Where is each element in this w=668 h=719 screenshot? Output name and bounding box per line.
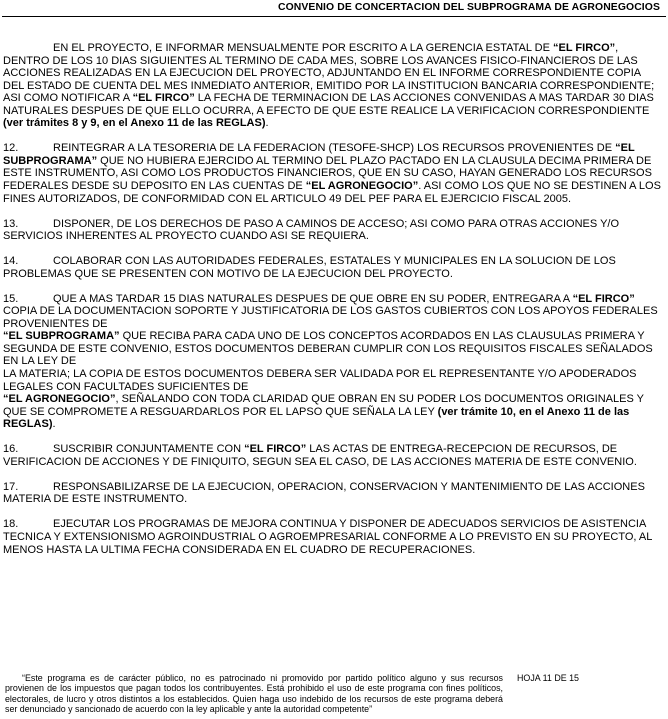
body-text: LA FECHA DE TERMINACION DE LAS ACCIONES CONVENIDAS A MAS TARDAR 30 DIAS NATURALES DESPUES DE QUE ELLO OCURRA, A EFECTO DE QUE ESTE REALICE LA VERIFICACION CORRESPONDIENTE	[3, 92, 654, 117]
body-text: . ASI COMO LOS QUE NO SE DESTINEN A LOS FINES AUTORIZADOS, DE CONFORMIDAD CON EL ARTICULO 49 DEL PEF PARA EL EJERCICIO FISCAL 2005.	[3, 179, 661, 205]
body-text: QUE RECIBA PARA CADA UNO DE LOS CONCEPTOS ACORDADOS EN LAS CLAUSULAS PRIMERA Y SEGUNDA DE ESTE CONVENIO, ESTOS DOCUMENTOS DEBERAN CUMPLIR CON LOS REQUISITOS FISCALES SEÑALADOS EN LA LEY DE	[3, 330, 653, 368]
emphasis-text: “EL SUBPROGRAMA”	[3, 330, 120, 343]
body-text: LAS ACTAS DE ENTREGA-RECEPCION DE RECURSOS, DE VERIFICACION DE ACCIONES Y DE FINIQUITO, SEGUN SEA EL CASO, DE LAS ACCIONES MATERIA DE ESTE CONVENIO.	[3, 443, 637, 468]
body-text: LA MATERIA; LA COPIA DE ESTOS DOCUMENTOS DEBERA SER VALIDADA POR EL REPRESENTANTE Y/O APODERADOS LEGALES CON FACULTADES SUFICIENTES DE	[3, 368, 637, 393]
body-text: COLABORAR CON LAS AUTORIDADES FEDERALES, ESTATALES Y MUNICIPALES EN LA SOLUCION DE LOS PROBLEMAS QUE SE PRESENTEN CON MOTIVO DE LA EJECUCION DEL PROYECTO.	[3, 255, 616, 280]
emphasis-text: (ver trámites 8 y 9, en el Anexo 11 de las REGLAS)	[3, 117, 266, 130]
page-number: HOJA 11 DE 15	[517, 673, 579, 683]
obligation-item	[3, 443, 661, 468]
document-header-title: CONVENIO DE CONCERTACION DEL SUBPROGRAMA DE AGRONEGOCIOS	[278, 2, 660, 13]
header-rule	[2, 16, 666, 17]
obligation-item	[3, 218, 661, 243]
body-text: DISPONER, DE LOS DERECHOS DE PASO A CAMINOS DE ACCESO; ASI COMO PARA OTRAS ACCIONES Y/O SERVICIOS INHERENTES AL PROYECTO CUANDO ASI SE REQUIERA.	[3, 217, 620, 243]
body-text: .	[265, 117, 269, 130]
item-number: 17.	[3, 480, 19, 493]
emphasis-text: “EL FIRCO”	[553, 42, 616, 54]
body-text: , SEÑALANDO CON TODA CLARIDAD QUE OBRAN EN SU PODER LOS DOCUMENTOS ORIGINALES Y QUE SE COMPROMETE A RESGUARDARLOS POR EL LAPSO QUE SEÑALA LA LEY	[3, 393, 644, 418]
emphasis-text: (ver trámite 10, en el Anexo 11 de las REGLAS)	[3, 405, 630, 431]
emphasis-text: “EL SUBPROGRAMA”	[3, 142, 635, 167]
emphasis-text: “EL FIRCO”	[132, 92, 195, 105]
emphasis-text: “EL FIRCO”	[244, 443, 307, 456]
body-text: RESPONSABILIZARSE DE LA EJECUCION, OPERACION, CONSERVACION Y MANTENIMIENTO DE LAS ACCIONES MATERIA DE ESTE INSTRUMENTO.	[3, 480, 645, 506]
obligation-item	[3, 255, 661, 280]
obligation-item	[3, 293, 661, 431]
item-number: 18.	[3, 518, 19, 531]
item-number: 12.	[3, 142, 19, 155]
body-text: EN EL PROYECTO, E INFORMAR MENSUALMENTE POR ESCRITO A LA GERENCIA ESTATAL DE	[53, 42, 554, 54]
obligations-list	[3, 142, 661, 556]
item-number: 13.	[3, 217, 19, 230]
body-text: , DENTRO DE LOS 10 DIAS SIGUIENTES AL TERMINO DE CADA MES, SOBRE LOS AVANCES FISICO-FINANCIEROS DE LAS ACCIONES REALIZADAS EN LA EJECUCION DEL PROYECTO, ADJUNTANDO EN EL INFORME CORRESPONDIENTE COPIA DEL ESTADO DE CUENTA DEL MES INMEDIATO ANTERIOR, EMITIDO POR LA INSTITUCION BANCARIA CORRESPONDIENTE; ASI COMO NOTIFICAR A	[3, 42, 655, 105]
emphasis-text: “EL FIRCO”	[572, 292, 635, 305]
footer-note-text: “Este programa es de carácter público, no es patrocinado ni promovido por partido político alguno y sus recursos provienen de los impuestos que pagan todos los contribuyentes. Está prohibido el uso de este programa con fines políticos, electorales, de lucro y otros distintos a los establecidos. Quien haga uso indebido de los recursos de este programa deberá ser denunciado y sancionado de acuerdo con la ley aplicable y ante la autoridad competente”	[5, 673, 503, 714]
item-number: 16.	[3, 443, 19, 456]
item-number: 15.	[3, 292, 19, 305]
obligation-item	[3, 481, 661, 506]
body-text: SUSCRIBIR CONJUNTAMENTE CON	[53, 443, 245, 456]
body-text: REINTEGRAR A LA TESORERIA DE LA FEDERACION (TESOFE-SHCP) LOS RECURSOS PROVENIENTES DE	[53, 142, 616, 155]
body-text: COPIA DE LA DOCUMENTACION SOPORTE Y JUSTIFICATORIA DE LOS GASTOS CUBIERTOS CON LOS APOYOS FEDERALES PROVENIENTES DE	[3, 305, 658, 330]
obligation-item	[3, 142, 661, 205]
footer-legal-note	[5, 673, 503, 714]
body-text: QUE NO HUBIERA EJERCIDO AL TERMINO DEL PLAZO PACTADO EN LA CLAUSULA DECIMA PRIMERA DE ESTE INSTRUMENTO, ASI COMO LOS PRODUCTOS FINANCIEROS, QUE EN SU CASO, HAYAN GENERADO LOS RECURSOS FEDERALES DESDE SU DEPOSITO EN LAS CUENTAS DE	[3, 154, 652, 192]
body-text: EJECUTAR LOS PROGRAMAS DE MEJORA CONTINUA Y DISPONER DE ADECUADOS SERVICIOS DE ASISTENCIA TECNICA Y EXTENSIONISMO AGROINDUSTRIAL O AGROEMPRESARIAL CONFORME A LO PREVISTO EN SU PROYECTO, AL MENOS HASTA LA ULTIMA FECHA CONSIDERADA EN EL CUADRO DE RECUPERACIONES.	[3, 518, 652, 556]
emphasis-text: “EL AGRONEGOCIO”	[3, 393, 116, 406]
obligation-item	[3, 518, 661, 556]
item-number: 14.	[3, 255, 19, 268]
emphasis-text: “EL AGRONEGOCIO”	[305, 179, 419, 192]
document-body	[3, 42, 661, 569]
body-text: QUE A MAS TARDAR 15 DIAS NATURALES DESPUES DE QUE OBRE EN SU PODER, ENTREGARA A	[53, 292, 573, 305]
continuation-paragraph	[3, 42, 661, 130]
body-text: .	[52, 418, 56, 431]
